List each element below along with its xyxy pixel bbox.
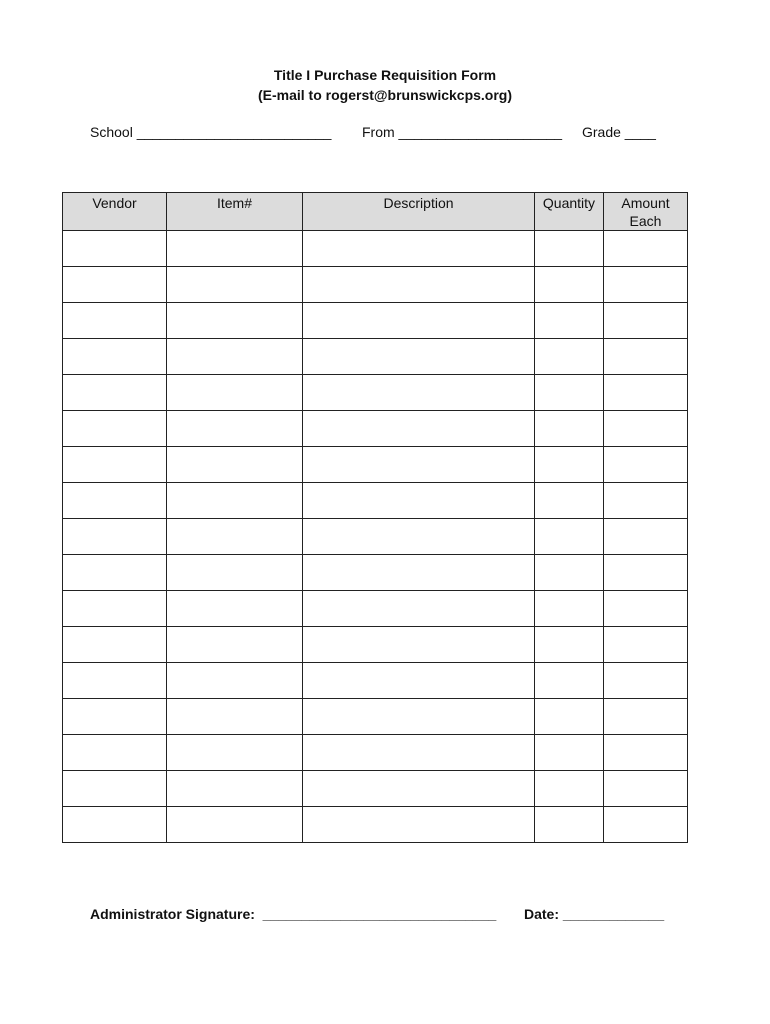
cell-item-number[interactable] — [167, 447, 303, 483]
cell-description[interactable] — [303, 771, 535, 807]
cell-amount-each[interactable] — [604, 771, 688, 807]
cell-quantity[interactable] — [535, 591, 604, 627]
cell-quantity[interactable] — [535, 267, 604, 303]
cell-vendor[interactable] — [63, 411, 167, 447]
cell-description[interactable] — [303, 375, 535, 411]
cell-quantity[interactable] — [535, 303, 604, 339]
cell-vendor[interactable] — [63, 591, 167, 627]
cell-vendor[interactable] — [63, 375, 167, 411]
cell-quantity[interactable] — [535, 771, 604, 807]
cell-amount-each[interactable] — [604, 519, 688, 555]
cell-vendor[interactable] — [63, 555, 167, 591]
cell-item-number[interactable] — [167, 735, 303, 771]
cell-amount-each[interactable] — [604, 411, 688, 447]
cell-amount-each[interactable] — [604, 375, 688, 411]
table-row — [63, 771, 688, 807]
cell-amount-each[interactable] — [604, 339, 688, 375]
cell-item-number[interactable] — [167, 807, 303, 843]
cell-item-number[interactable] — [167, 411, 303, 447]
cell-vendor[interactable] — [63, 627, 167, 663]
cell-amount-each[interactable] — [604, 447, 688, 483]
column-header-amount-each: Amount Each — [604, 193, 688, 231]
cell-amount-each[interactable] — [604, 627, 688, 663]
table-header-row — [63, 193, 688, 231]
cell-amount-each[interactable] — [604, 807, 688, 843]
column-header-item-number: Item# — [167, 193, 303, 231]
cell-quantity[interactable] — [535, 231, 604, 267]
cell-item-number[interactable] — [167, 303, 303, 339]
cell-vendor[interactable] — [63, 699, 167, 735]
cell-description[interactable] — [303, 519, 535, 555]
table-row — [63, 519, 688, 555]
cell-quantity[interactable] — [535, 519, 604, 555]
table-row — [63, 339, 688, 375]
cell-quantity[interactable] — [535, 339, 604, 375]
cell-quantity[interactable] — [535, 411, 604, 447]
grade-field[interactable]: Grade ____ — [582, 124, 656, 140]
cell-quantity[interactable] — [535, 447, 604, 483]
cell-amount-each[interactable] — [604, 231, 688, 267]
table-row — [63, 483, 688, 519]
cell-quantity[interactable] — [535, 663, 604, 699]
cell-description[interactable] — [303, 555, 535, 591]
cell-description[interactable] — [303, 483, 535, 519]
requisition-table — [62, 192, 688, 843]
cell-amount-each[interactable] — [604, 735, 688, 771]
school-field[interactable]: School _________________________ — [90, 124, 332, 140]
cell-item-number[interactable] — [167, 591, 303, 627]
table-row — [63, 807, 688, 843]
cell-vendor[interactable] — [63, 519, 167, 555]
cell-description[interactable] — [303, 591, 535, 627]
cell-description[interactable] — [303, 735, 535, 771]
cell-vendor[interactable] — [63, 231, 167, 267]
table-row — [63, 447, 688, 483]
column-header-description: Description — [303, 193, 535, 231]
cell-item-number[interactable] — [167, 771, 303, 807]
table-row — [63, 699, 688, 735]
cell-description[interactable] — [303, 231, 535, 267]
cell-vendor[interactable] — [63, 483, 167, 519]
cell-amount-each[interactable] — [604, 555, 688, 591]
cell-description[interactable] — [303, 303, 535, 339]
cell-amount-each[interactable] — [604, 663, 688, 699]
form-subtitle: (E-mail to rogerst@brunswickcps.org) — [257, 87, 513, 103]
cell-quantity[interactable] — [535, 555, 604, 591]
cell-vendor[interactable] — [63, 771, 167, 807]
cell-item-number[interactable] — [167, 663, 303, 699]
cell-item-number[interactable] — [167, 231, 303, 267]
cell-item-number[interactable] — [167, 267, 303, 303]
cell-vendor[interactable] — [63, 303, 167, 339]
cell-item-number[interactable] — [167, 339, 303, 375]
table-row — [63, 231, 688, 267]
cell-description[interactable] — [303, 447, 535, 483]
cell-item-number[interactable] — [167, 627, 303, 663]
table-row — [63, 303, 688, 339]
cell-vendor[interactable] — [63, 339, 167, 375]
table-body — [63, 231, 688, 843]
form-title: Title I Purchase Requisition Form — [273, 67, 497, 83]
cell-item-number[interactable] — [167, 375, 303, 411]
from-field[interactable]: From _____________________ — [362, 124, 563, 140]
cell-item-number[interactable] — [167, 483, 303, 519]
cell-quantity[interactable] — [535, 627, 604, 663]
table-row — [63, 735, 688, 771]
table-row — [63, 591, 688, 627]
column-header-vendor: Vendor — [63, 193, 167, 231]
cell-description[interactable] — [303, 267, 535, 303]
table-row — [63, 627, 688, 663]
cell-amount-each[interactable] — [604, 591, 688, 627]
cell-item-number[interactable] — [167, 699, 303, 735]
cell-description[interactable] — [303, 699, 535, 735]
date-field[interactable]: Date: _____________ — [524, 906, 665, 922]
cell-item-number[interactable] — [167, 519, 303, 555]
cell-vendor[interactable] — [63, 663, 167, 699]
administrator-signature-field[interactable]: Administrator Signature: ______________________________ — [90, 906, 497, 922]
cell-vendor[interactable] — [63, 807, 167, 843]
cell-item-number[interactable] — [167, 555, 303, 591]
cell-description[interactable] — [303, 339, 535, 375]
table-row — [63, 411, 688, 447]
cell-vendor[interactable] — [63, 735, 167, 771]
table-row — [63, 663, 688, 699]
cell-vendor[interactable] — [63, 447, 167, 483]
column-header-quantity: Quantity — [535, 193, 604, 231]
cell-amount-each[interactable] — [604, 267, 688, 303]
cell-description[interactable] — [303, 663, 535, 699]
cell-description[interactable] — [303, 627, 535, 663]
cell-amount-each[interactable] — [604, 303, 688, 339]
cell-amount-each[interactable] — [604, 483, 688, 519]
cell-description[interactable] — [303, 807, 535, 843]
cell-quantity[interactable] — [535, 807, 604, 843]
table-row — [63, 555, 688, 591]
table-row — [63, 267, 688, 303]
cell-quantity[interactable] — [535, 483, 604, 519]
cell-description[interactable] — [303, 411, 535, 447]
cell-vendor[interactable] — [63, 267, 167, 303]
table-row — [63, 375, 688, 411]
cell-quantity[interactable] — [535, 735, 604, 771]
cell-quantity[interactable] — [535, 699, 604, 735]
cell-amount-each[interactable] — [604, 699, 688, 735]
cell-quantity[interactable] — [535, 375, 604, 411]
